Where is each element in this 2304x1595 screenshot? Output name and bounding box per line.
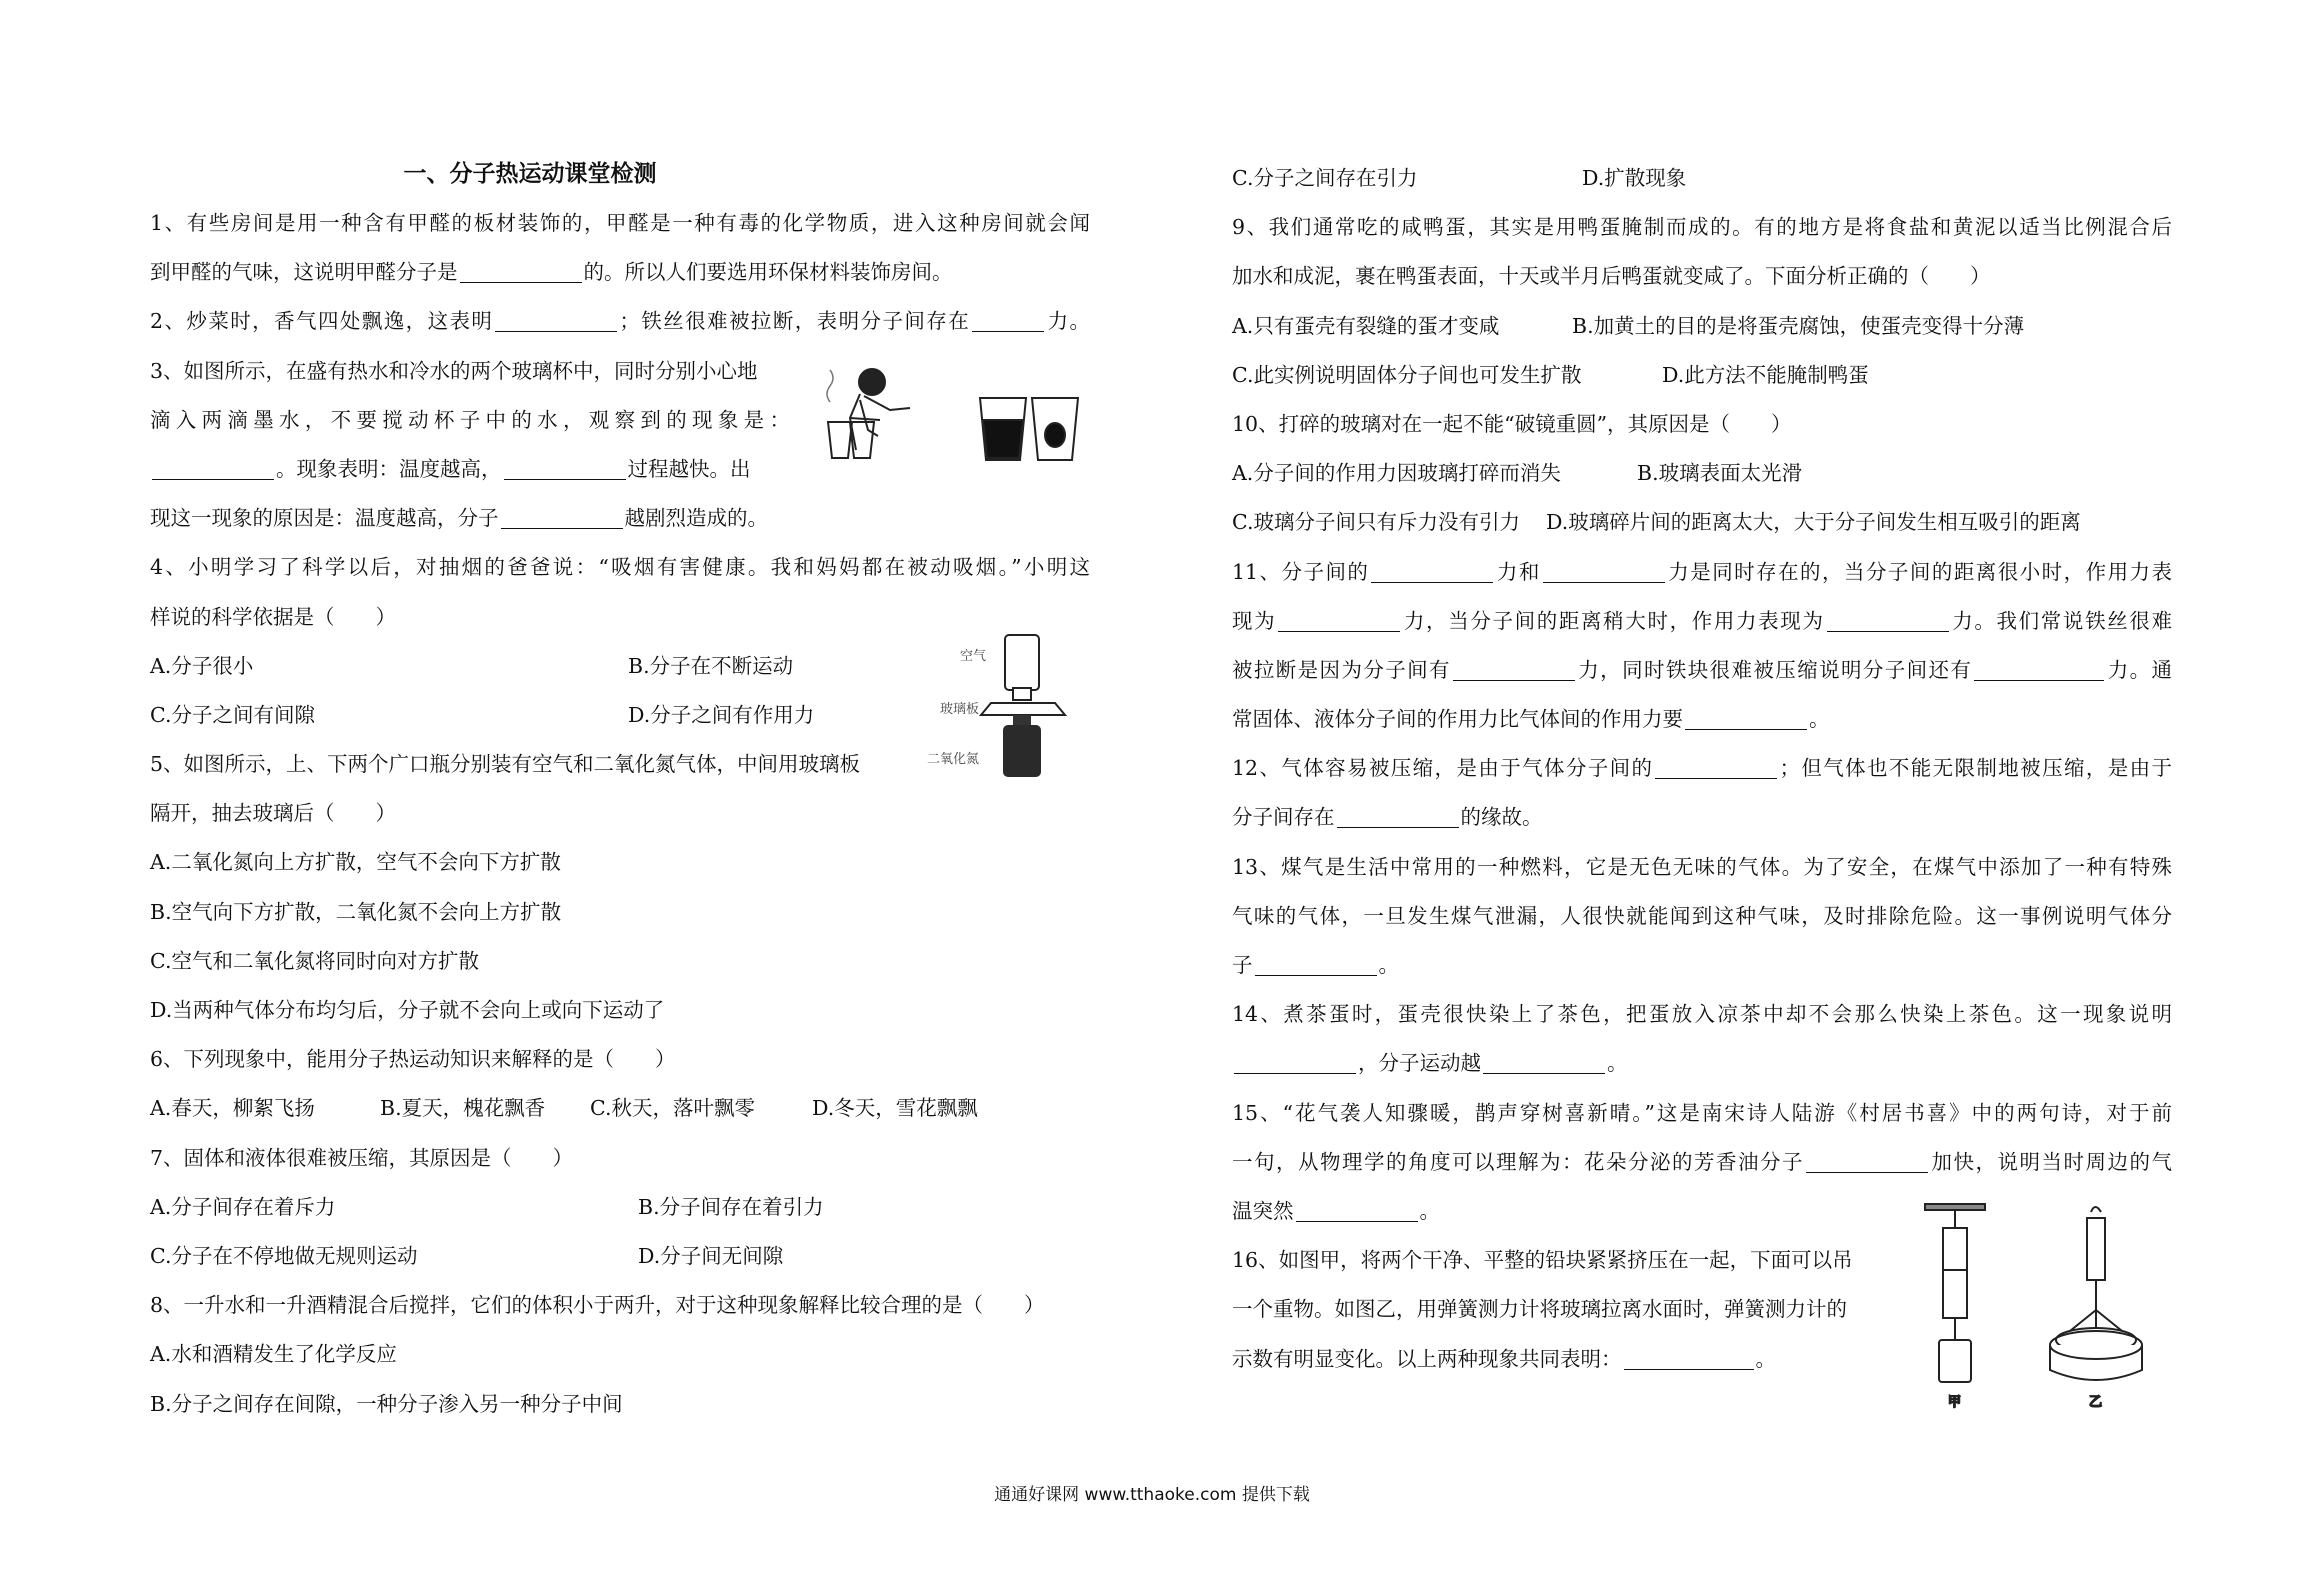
q10-option-a: A.分子间的作用力因玻璃打碎而消失 [1232,461,1561,486]
q13-line1: 13、煤气是生活中常用的一种燃料，它是无色无味的气体。为了安全，在煤气中添加了一种有特殊 [1232,854,2172,879]
cold-water-cup [1032,398,1078,460]
no2-bottle [1003,725,1041,777]
answer-blank [1255,953,1377,976]
q10-line1: 10、打碎的玻璃对在一起不能“破镜重圆”，其原因是（ ） [1232,411,1792,436]
q13-line2: 气味的气体，一旦发生煤气泄漏，人很快就能闻到这种气味，及时排除危险。这一事例说明气体分 [1232,903,2172,928]
q4-line2: 样说的科学依据是（ ） [150,604,396,629]
hot-water-cup [980,398,1026,460]
boy-illustration [827,369,910,450]
q6-option-c: C.秋天，落叶飘零 [590,1096,755,1121]
q6-option-b: B.夏天，槐花飘香 [380,1096,546,1121]
label-glass-plate: 玻璃板 [940,702,980,717]
q8-line1: 8、一升水和一升酒精混合后搅拌，它们的体积小于两升，对于这种现象解释比较合理的是（ ） [150,1293,1045,1318]
q16-line3: 示数有明显变化。以上两种现象共同表明： 。 [1232,1346,1776,1371]
q8-option-d: D.扩散现象 [1582,166,1687,190]
q12-line2: 分子间存在 的缘故。 [1232,805,1543,830]
answer-blank [1278,609,1400,632]
answer-blank [504,457,626,480]
page-title: 一、分子热运动课堂检测 [403,161,657,187]
answer-blank [1685,707,1807,730]
q10-options-ab [1232,449,2172,498]
answer-blank [152,457,274,480]
label-jia: 甲 [1948,1395,1962,1410]
q9-line1: 9、我们通常吃的咸鸭蛋，其实是用鸭蛋腌制而成的。有的地方是将食盐和黄泥以适当比例混合后 [1232,215,2172,240]
q7-option-b: B.分子间存在着引力 [638,1194,824,1219]
q10-option-d: D.玻璃碎片间的距离太大，大于分子间发生相互吸引的距离 [1546,510,2081,535]
q3-line2: 滴入两滴墨水，不要搅动杯子中的水，观察到的现象是： [150,407,790,432]
air-bottle [1005,635,1039,690]
q8-options-cd [1232,154,2172,203]
q5-line2: 隔开，抽去玻璃后（ ） [150,801,396,826]
q11-line2: 现为 力，当分子间的距离稍大时，作用力表现为 力。我们常说铁丝很难 [1232,608,2172,633]
spring-scale-figure [2050,1207,2142,1410]
q6-line1: 6、下列现象中，能用分子热运动知识来解释的是（ ） [150,1047,676,1072]
q8-option-b: B.分子之间存在间隙，一种分子渗入另一种分子中间 [150,1391,623,1416]
q9-options-ab [1232,302,2172,351]
q10-option-b: B.玻璃表面太光滑 [1637,461,1803,486]
label-no2: 二氧化氮 [927,752,980,767]
q5-line1: 5、如图所示，上、下两个广口瓶分别装有空气和二氧化氮气体，中间用玻璃板 [150,752,861,777]
q7-line1: 7、固体和液体很难被压缩，其原因是（ ） [150,1145,574,1170]
q14-line1: 14、煮茶蛋时，蛋壳很快染上了茶色，把蛋放入凉茶中却不会那么快染上茶色。这一现象说明 [1232,1002,2172,1027]
answer-blank [1337,805,1459,828]
q7-option-c: C.分子在不停地做无规则运动 [150,1243,418,1268]
q9-option-b: B.加黄土的目的是将蛋壳腐蚀，使蛋壳变得十分薄 [1572,313,2025,338]
left-column [150,150,1090,1429]
answer-blank [501,506,623,529]
q3-line1: 3、如图所示，在盛有热水和冷水的两个玻璃杯中，同时分别小心地 [150,358,758,383]
q11-line3: 被拉断是因为分子间有 力，同时铁块很难被压缩说明分子间还有 力。通 [1232,657,2172,682]
q5-option-a: A.二氧化氮向上方扩散，空气不会向下方扩散 [150,850,561,875]
q16-line2: 一个重物。如图乙，用弹簧测力计将玻璃拉离水面时，弹簧测力计的 [1232,1297,1847,1322]
q3-ink-diffusion-figure [820,360,1090,465]
q4-option-b: B.分子在不断运动 [628,653,794,678]
answer-blank [495,309,617,332]
q6-options [150,1084,1090,1133]
answer-blank [1543,560,1665,583]
q6-option-a: A.春天，柳絮飞扬 [150,1096,315,1121]
q1-line2: 到甲醛的气味，这说明甲醛分子是 的。所以人们要选用环保材料装饰房间。 [150,260,953,285]
q11-line1: 11、分子间的 力和 力是同时存在的，当分子间的距离很小时，作用力表 [1232,559,2173,584]
q7-option-a: A.分子间存在着斥力 [150,1194,336,1219]
q14-line2: ，分子运动越 。 [1232,1039,2172,1088]
q10-option-c: C.玻璃分子间只有斥力没有引力 [1232,510,1520,535]
answer-blank [1296,1199,1418,1222]
q15-line3: 温突然 。 [1232,1198,1440,1223]
q5-option-b: B.空气向下方扩散，二氧化氮不会向上方扩散 [150,899,562,924]
bottle-neck [1013,688,1031,700]
q9-option-d: D.此方法不能腌制鸭蛋 [1662,362,1869,387]
q9-line2: 加水和成泥，裹在鸭蛋表面，十天或半月后鸭蛋就变咸了。下面分析正确的（ ） [1232,264,1991,289]
answer-blank [460,260,582,283]
q8-option-c: C.分子之间存在引力 [1232,166,1418,190]
q10-options-cd [1232,498,2172,547]
q16-line1: 16、如图甲，将两个干净、平整的铅块紧紧挤压在一起，下面可以吊 [1232,1248,1853,1273]
answer-blank [1974,658,2104,681]
q15-line2: 一句，从物理学的角度可以理解为：花朵分泌的芳香油分子 加快，说明当时周边的气 [1232,1149,2172,1174]
q4-option-a: A.分子很小 [150,653,254,678]
answer-blank [1453,658,1575,681]
q9-option-a: A.只有蛋壳有裂缝的蛋才变咸 [1232,313,1500,338]
answer-blank [1655,756,1777,779]
q13-line3: 子 。 [1232,953,1399,977]
q4-option-d: D.分子之间有作用力 [628,702,815,727]
answer-blank [1483,1051,1605,1074]
label-air: 空气 [960,649,987,664]
lead-blocks-figure [1925,1204,1985,1410]
q5-option-d: D.当两种气体分布均匀后，分子就不会向上或向下运动了 [150,998,665,1022]
q11-line4: 常固体、液体分子间的作用力比气体间的作用力要 。 [1232,707,1830,732]
q9-option-c: C.此实例说明固体分子间也可发生扩散 [1232,362,1582,387]
q6-option-d: D.冬天，雪花飘飘 [812,1096,978,1121]
answer-blank [1624,1347,1754,1370]
q2-line1: 2、炒菜时，香气四处飘逸，这表明 ；铁丝很难被拉断，表明分子间存在 力。 [150,309,1091,334]
glass-plate [981,703,1065,715]
q4-line1: 4、小明学习了科学以后，对抽烟的爸爸说：“吸烟有害健康。我和妈妈都在被动吸烟。”小明这 [150,555,1090,580]
q7-options-cd [150,1232,1090,1281]
page-footer: 通通好课网 www.tthaoke.com 提供下载 [994,1485,1310,1505]
q4-option-c: C.分子之间有间隙 [150,702,315,727]
answer-blank [1234,1051,1356,1074]
q5-bottles-figure [905,625,1085,780]
q5-option-c: C.空气和二氧化氮将同时向对方扩散 [150,948,479,973]
q3-line3: 。现象表明：温度越高， 过程越快。出 [150,445,810,494]
q9-options-cd [1232,351,2172,400]
q15-line1: 15、“花气袭人知骤暖，鹊声穿树喜新晴。”这是南宋诗人陆游《村居书喜》中的两句诗，对于前 [1232,1100,2172,1125]
q3-line4: 现这一现象的原因是：温度越高，分子 越剧烈造成的。 [150,506,768,531]
q7-option-d: D.分子间无间隙 [638,1243,784,1268]
q8-option-a: A.水和酒精发生了化学反应 [150,1342,397,1367]
q16-figure [1915,1200,2165,1415]
label-yi: 乙 [2089,1395,2103,1410]
q1-line1: 1、有些房间是用一种含有甲醛的板材装饰的，甲醛是一种有毒的化学物质，进入这种房间就会闻 [150,211,1090,235]
q7-options-ab [150,1183,1090,1232]
answer-blank [1371,560,1493,583]
answer-blank [972,309,1044,332]
answer-blank [1827,609,1949,632]
q12-line1: 12、气体容易被压缩，是由于气体分子间的 ；但气体也不能无限制地被压缩，是由于 [1232,756,2173,781]
answer-blank [1806,1150,1928,1173]
